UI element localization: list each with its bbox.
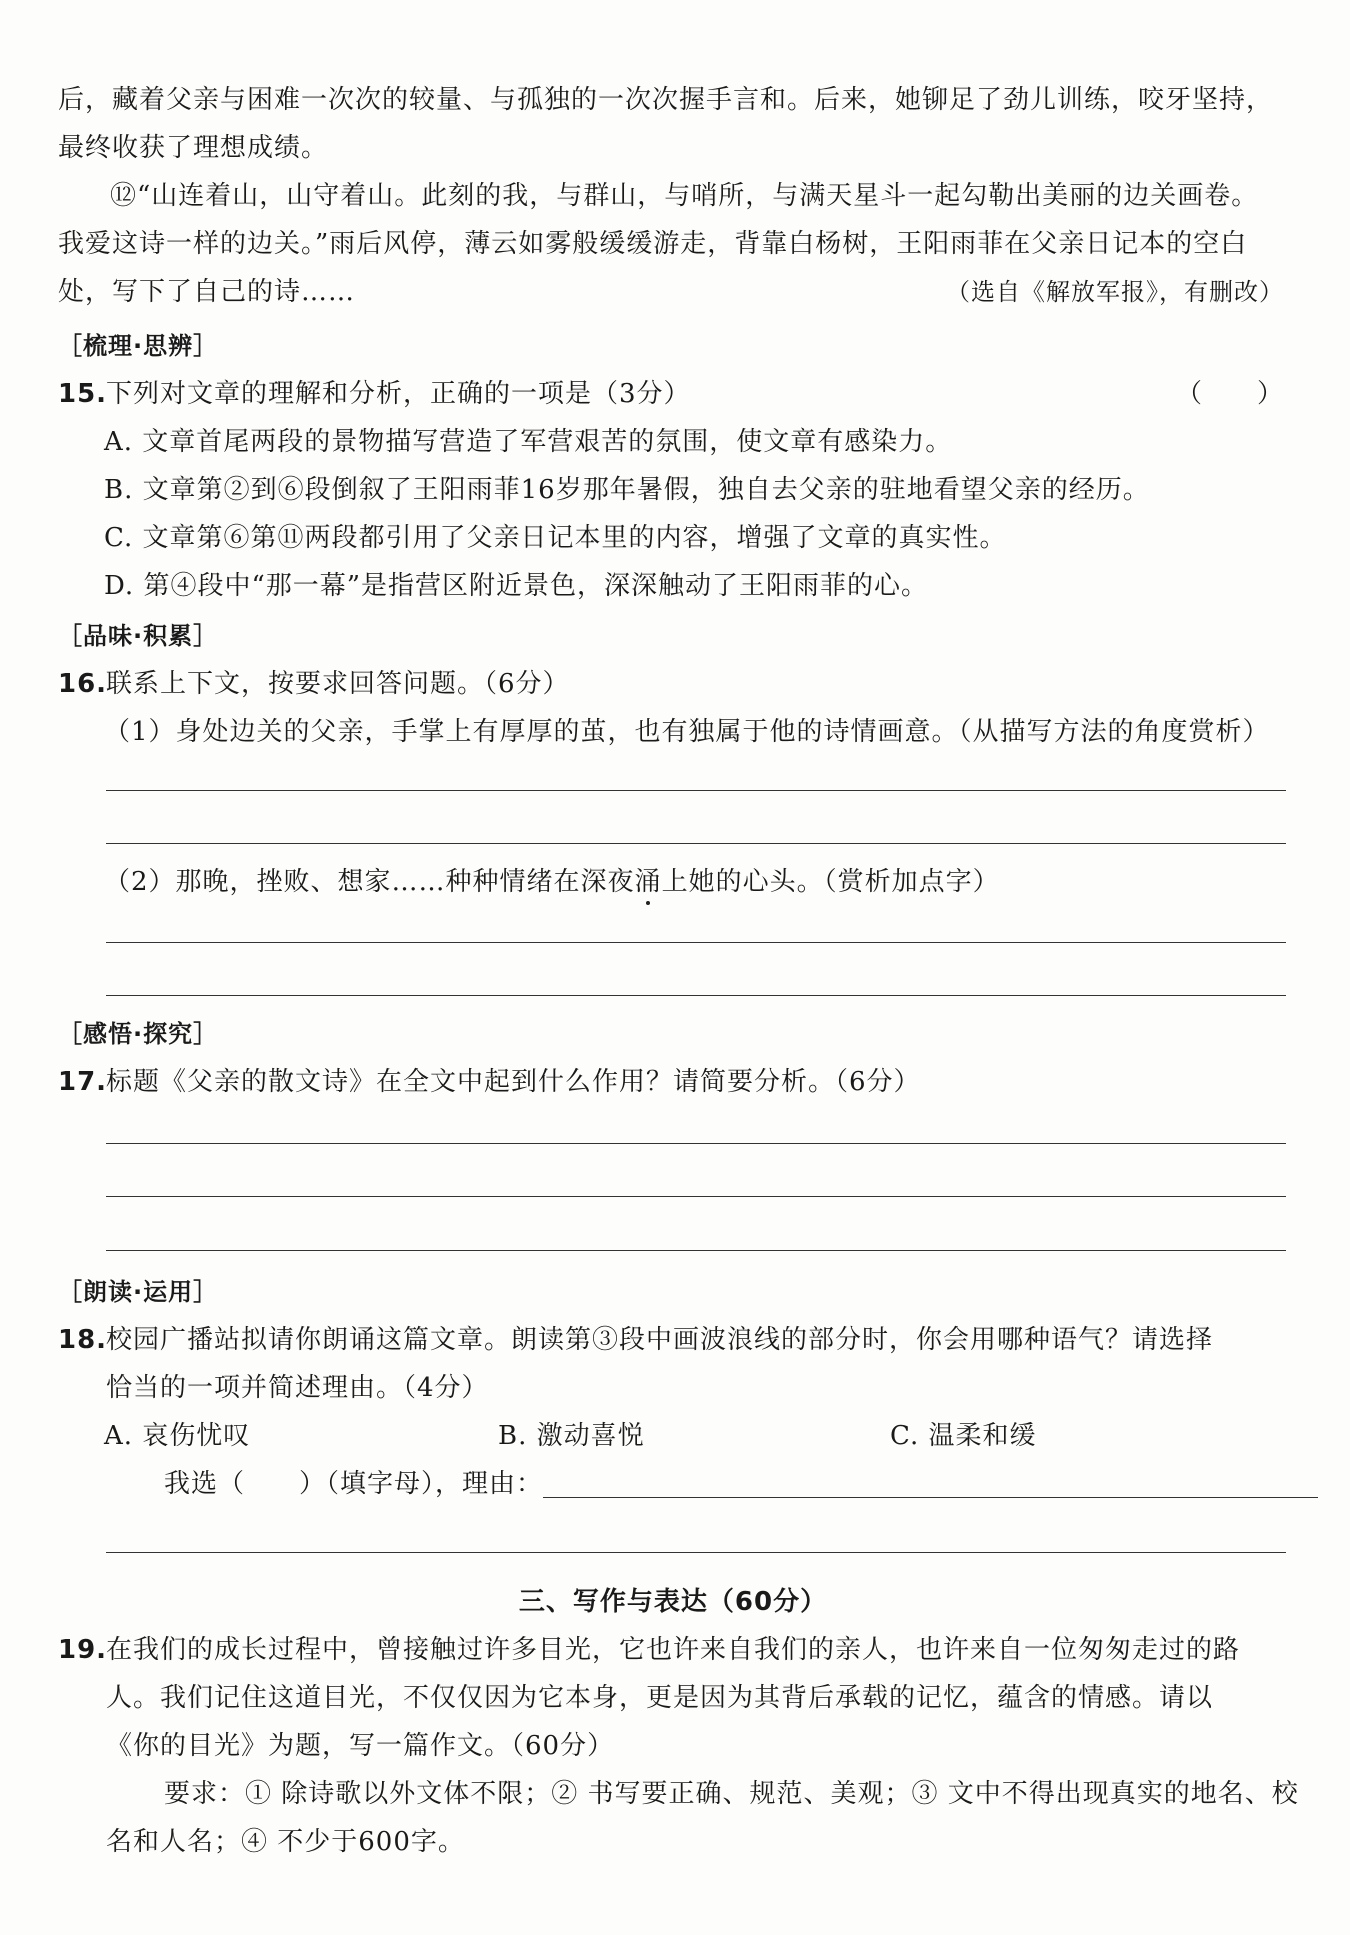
section-sort (58, 322, 1288, 370)
option-b[interactable]: B. 文章第②到⑥段倒叙了王阳雨菲16岁那年暑假，独自去父亲的驻地看望父亲的经历。 (104, 475, 1150, 505)
answer-line[interactable] (106, 790, 1286, 791)
question-text-line: 《你的目光》为题，写一篇作文。（60分） (106, 1731, 615, 1761)
section-taste (58, 612, 1288, 660)
answer-line[interactable] (106, 1552, 1286, 1553)
question-number: 19. (58, 1635, 108, 1665)
question-text-line: 人。我们记住这道目光，不仅仅因为它本身，更是因为其背后承载的记忆，蕴含的情感。请以 (106, 1683, 1214, 1713)
answer-row (58, 1460, 1288, 1508)
passage (58, 76, 1288, 316)
section-tag: ［梳理·思辨］ (58, 332, 219, 360)
question-16 (58, 660, 1288, 756)
reason-input-line[interactable] (543, 1467, 1318, 1498)
option-a[interactable]: A. 哀伤忧叹 (104, 1421, 251, 1451)
question-stem-cont: 恰当的一项并简述理由。（4分） (106, 1373, 489, 1403)
option-b[interactable]: B. 激动喜悦 (498, 1421, 645, 1451)
question-stem (58, 1316, 1288, 1364)
answer-line[interactable] (106, 1250, 1286, 1251)
question-stem (58, 1058, 1288, 1106)
paragraph-12-text: 处，写下了自己的诗…… (58, 277, 356, 307)
sub-question-2 (58, 858, 1288, 906)
requirements-line: 名和人名；④ 不少于600字。 (106, 1827, 465, 1857)
option-a[interactable]: A. 文章首尾两段的景物描写营造了军营艰苦的氛围，使文章有感染力。 (104, 427, 953, 457)
question-16-part-2 (58, 858, 1288, 906)
section-tag: ［朗读·运用］ (58, 1278, 219, 1306)
passage-line: 后，藏着父亲与困难一次次的较量、与孤独的一次次握手言和。后来，她铆足了劲儿训练，咬牙坚持， (58, 85, 1274, 115)
question-text: 下列对文章的理解和分析，正确的一项是（3分） (106, 379, 691, 409)
answer-line[interactable] (106, 1196, 1286, 1197)
source-citation: （选自《解放军报》，有删改） (946, 278, 1284, 306)
dotted-character: 涌 (634, 867, 662, 897)
answer-line[interactable] (106, 1143, 1286, 1144)
question-text: 在我们的成长过程中，曾接触过许多目光，它也许来自我们的亲人，也许来自一位匆匆走过的路 (106, 1635, 1241, 1665)
question-text: 校园广播站拟请你朗诵这篇文章。朗读第③段中画波浪线的部分时，你会用哪种语气？请选择 (106, 1325, 1214, 1355)
question-17 (58, 1058, 1288, 1106)
question-number: 17. (58, 1067, 108, 1097)
question-text: 标题《父亲的散文诗》在全文中起到什么作用？请简要分析。（6分） (106, 1067, 921, 1097)
answer-parentheses[interactable]: （ ） (1175, 379, 1284, 409)
question-19 (58, 1626, 1299, 1866)
section-title: 三、写作与表达（60分） (518, 1587, 828, 1617)
question-stem (58, 660, 1288, 708)
question-text: 联系上下文，按要求回答问题。（6分） (106, 669, 570, 699)
sub-question-text: （2）那晚，挫败、想家……种种情绪在深夜 (104, 867, 635, 897)
options-row (58, 1412, 1288, 1460)
question-15 (58, 370, 1288, 610)
answer-line[interactable] (106, 843, 1286, 844)
question-number: 15. (58, 379, 108, 409)
question-18 (58, 1316, 1288, 1508)
answer-line[interactable] (106, 942, 1286, 943)
answer-line[interactable] (106, 995, 1286, 996)
section-insight (58, 1010, 1288, 1058)
question-stem (58, 1626, 1288, 1674)
question-number: 18. (58, 1325, 108, 1355)
requirements-line: 要求：① 除诗歌以外文体不限；② 书写要正确、规范、美观；③ 文中不得出现真实的地名、校 (164, 1779, 1299, 1809)
option-d[interactable]: D. 第④段中“那一幕”是指营区附近景色，深深触动了王阳雨菲的心。 (104, 571, 929, 601)
paragraph-12-line: 我爱这诗一样的边关。”雨后风停，薄云如雾般缓缓游走，背靠白杨树，王阳雨菲在父亲日记本的空白 (58, 229, 1248, 259)
section-read (58, 1268, 1288, 1316)
question-number: 16. (58, 669, 108, 699)
answer-label: 我选（ ）（填字母），理由： (164, 1469, 544, 1499)
section-tag: ［品味·积累］ (58, 622, 219, 650)
option-c[interactable]: C. 温柔和缓 (890, 1421, 1037, 1451)
sub-question-1: （1）身处边关的父亲，手掌上有厚厚的茧，也有独属于他的诗情画意。（从描写方法的角度赏析） (104, 717, 1270, 747)
sub-question-text: 上她的心头。（赏析加点字） (661, 867, 1000, 897)
passage-line: 最终收获了理想成绩。 (58, 133, 329, 163)
section-tag: ［感悟·探究］ (58, 1020, 219, 1048)
section-3-header (58, 1578, 1288, 1626)
question-stem (58, 370, 1288, 418)
paragraph-12-line: ⑫“山连着山，山守着山。此刻的我，与群山，与哨所，与满天星斗一起勾勒出美丽的边关画卷。 (110, 181, 1259, 211)
option-c[interactable]: C. 文章第⑥第⑪两段都引用了父亲日记本里的内容，增强了文章的真实性。 (104, 523, 1007, 553)
paragraph-12-line (58, 268, 1288, 316)
